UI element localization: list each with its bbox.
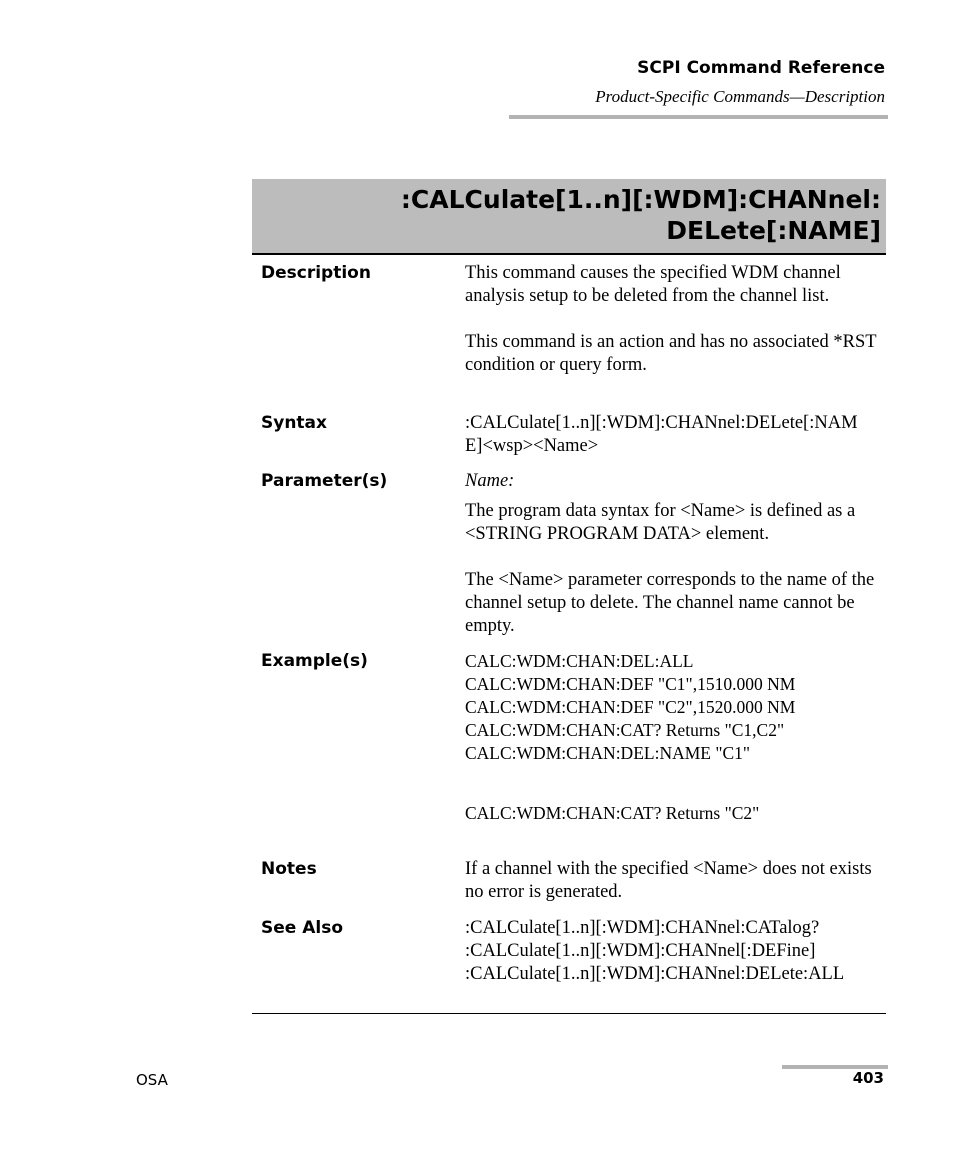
command-title bbox=[401, 184, 881, 246]
syntax-content bbox=[465, 412, 885, 458]
command-banner bbox=[252, 179, 886, 255]
notes-paragraph: If a channel with the specified <Name> does not exists no error is generated. bbox=[465, 859, 872, 902]
parameter-paragraph: The <Name> parameter corresponds to the name of the channel setup to delete. The channel name cannot be empty. bbox=[465, 570, 875, 636]
notes-content bbox=[465, 858, 885, 904]
example-line: CALC:WDM:CHAN:DEL:NAME "C1" bbox=[465, 743, 751, 763]
parameter-paragraph: The program data syntax for <Name> is defined as a <STRING PROGRAM DATA> element. bbox=[465, 501, 856, 544]
examples-content bbox=[465, 650, 885, 825]
running-header-title: SCPI Command Reference bbox=[637, 58, 885, 78]
example-line: CALC:WDM:CHAN:CAT? Returns "C2" bbox=[465, 803, 760, 823]
parameter-name: Name: bbox=[465, 471, 515, 491]
syntax-line: :CALCulate[1..n][:WDM]:CHANnel:DELete[:NAM bbox=[465, 413, 858, 433]
example-line: CALC:WDM:CHAN:CAT? Returns "C1,C2" bbox=[465, 720, 785, 740]
syntax-label: Syntax bbox=[261, 413, 327, 433]
example-line: CALC:WDM:CHAN:DEF "C1",1510.000 NM bbox=[465, 674, 796, 694]
section-end-rule bbox=[252, 1013, 886, 1014]
see-also-link: :CALCulate[1..n][:WDM]:CHANnel:CATalog? bbox=[465, 918, 820, 938]
description-paragraph: This command is an action and has no associated *RST condition or query form. bbox=[465, 332, 877, 375]
command-title-line1: :CALCulate[1..n][:WDM]:CHANnel: bbox=[400, 185, 881, 214]
see-also-content bbox=[465, 917, 885, 986]
command-title-line2: DELete[:NAME] bbox=[666, 216, 881, 245]
description-paragraph: This command causes the specified WDM channel analysis setup to be deleted from the channel list. bbox=[465, 263, 841, 306]
running-header-subtitle: Product-Specific Commands—Description bbox=[595, 87, 885, 106]
parameters-label: Parameter(s) bbox=[261, 471, 388, 491]
syntax-line: E]<wsp><Name> bbox=[465, 436, 599, 456]
notes-label: Notes bbox=[261, 859, 317, 879]
see-also-link: :CALCulate[1..n][:WDM]:CHANnel[:DEFine] bbox=[465, 941, 816, 961]
examples-label: Example(s) bbox=[261, 651, 368, 671]
example-line: CALC:WDM:CHAN:DEF "C2",1520.000 NM bbox=[465, 697, 796, 717]
see-also-link: :CALCulate[1..n][:WDM]:CHANnel:DELete:ALL bbox=[465, 964, 845, 984]
see-also-label: See Also bbox=[261, 918, 344, 938]
footer-product: OSA bbox=[136, 1071, 168, 1089]
page-number: 403 bbox=[852, 1069, 884, 1087]
description-label: Description bbox=[261, 263, 371, 283]
parameters-content bbox=[465, 470, 885, 638]
example-line: CALC:WDM:CHAN:DEL:ALL bbox=[465, 651, 694, 671]
header-rule bbox=[509, 115, 888, 119]
description-content bbox=[465, 262, 885, 377]
